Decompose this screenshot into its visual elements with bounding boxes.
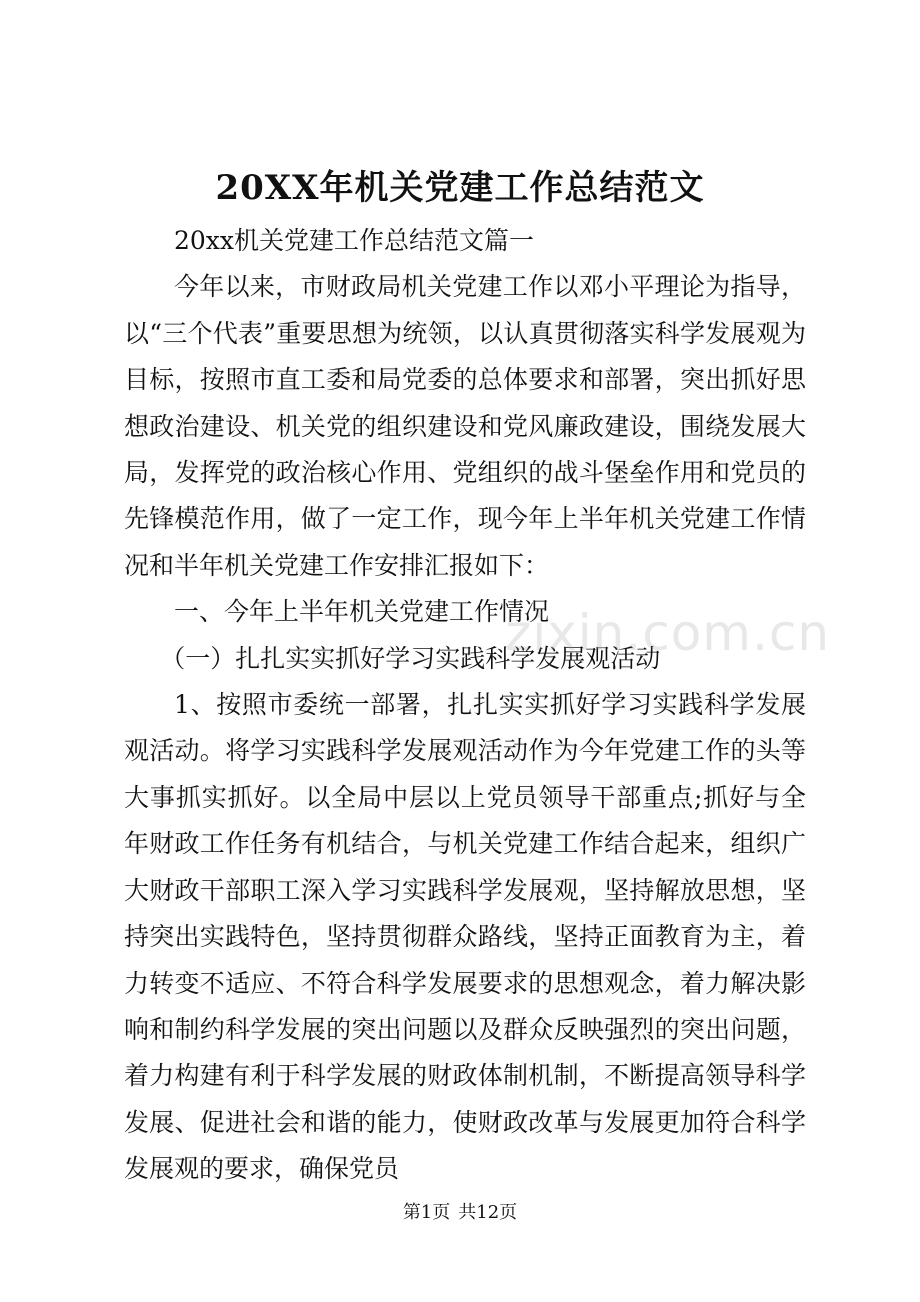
subtitle-paragraph: 20xx机关党建工作总结范文篇一 [174, 226, 535, 255]
document-title: 20XX年机关党建工作总结范文 [215, 168, 705, 208]
watermark-text: zixin.com.cn [505, 604, 831, 662]
section-heading: 一、今年上半年机关党建工作情况 [174, 597, 550, 627]
page-total: 共12页 [458, 1202, 518, 1223]
page-number: 第1页 [402, 1202, 451, 1223]
subsection-heading: （一）扎扎实实抓好学习实践科学发展观活动 [160, 643, 661, 673]
document-body [124, 218, 806, 1193]
page-footer [0, 1201, 920, 1225]
body-paragraph: 1、按照市委统一部署，扎扎实实抓好学习实践科学发展观活动。将学习实践科学发展观活动作为今年党建工作的头等大事抓实抓好。以全局中层以上党员领导干部重点;抓好与全年财政工作任务有机结合，与机关党建工作结合起来，组织广大财政干部职工深入学习实践科学发展观，坚持解放思想，坚持突出实践特色，坚持贯彻群众路线，坚持正面教育为主，着力转变不适应、不符合科学发展要求的思想观念，着力解决影响和制约科学发展的突出问题以及群众反映强烈的突出问题，着力构建有利于科学发展的财政体制机制，不断提高领导科学发展、促进社会和谐的能力，使财政改革与发展更加符合科学发展观的要求，确保党员 [124, 690, 806, 1184]
intro-paragraph: 今年以来，市财政局机关党建工作以邓小平理论为指导，以“三个代表”重要思想为统领，以认真贯彻落实科学发展观为目标，按照市直工委和局党委的总体要求和部署，突出抓好思想政治建设、机关党的组织建设和党风廉政建设，围绕发展大局，发挥党的政治核心作用、党组织的战斗堡垒作用和党员的先锋模范作用，做了一定工作，现今年上半年机关党建工作情况和半年机关党建工作安排汇报如下： [124, 272, 806, 580]
